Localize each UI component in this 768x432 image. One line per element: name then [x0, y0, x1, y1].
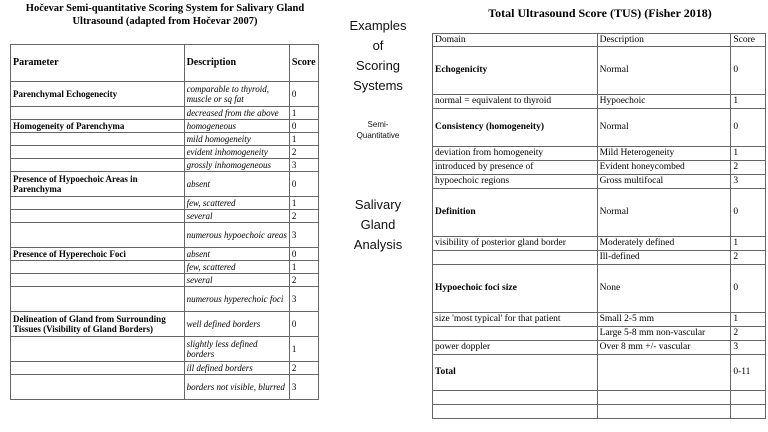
header-parameter: Parameter: [11, 45, 185, 82]
salivary-line: Salivary: [354, 197, 402, 212]
description-cell: [597, 391, 731, 405]
domain-cell: Total: [433, 355, 598, 391]
description-cell: Hypoechoic: [597, 95, 731, 109]
header-domain: Domain: [433, 34, 598, 47]
parameter-cell: [11, 261, 185, 274]
examples-line: Systems: [353, 78, 403, 93]
parameter-cell: [11, 274, 185, 287]
score-cell: 1: [289, 197, 318, 210]
score-cell: 2: [289, 362, 318, 375]
parameter-cell: [11, 287, 185, 312]
score-cell: 1: [731, 237, 766, 251]
description-cell: mild homogeneity: [184, 133, 289, 146]
description-cell: Normal: [597, 109, 731, 147]
description-cell: None: [597, 265, 731, 313]
right-table-body: [433, 34, 766, 419]
description-cell: several: [184, 210, 289, 223]
table-row: [11, 120, 319, 133]
score-cell: 3: [289, 375, 318, 400]
parameter-cell: [11, 197, 185, 210]
score-cell: 1: [731, 95, 766, 109]
table-row: [433, 147, 766, 161]
parameter-cell: [11, 159, 185, 172]
table-row: [433, 355, 766, 391]
score-cell: 2: [289, 146, 318, 159]
score-cell: 2: [289, 274, 318, 287]
description-cell: [597, 355, 731, 391]
table-row: [11, 261, 319, 274]
table-row: [11, 337, 319, 362]
description-cell: Normal: [597, 189, 731, 237]
score-cell: [731, 405, 766, 419]
score-cell: 0: [731, 265, 766, 313]
table-row: [11, 172, 319, 197]
table-row: [11, 210, 319, 223]
examples-line: of: [372, 38, 384, 53]
score-cell: 1: [289, 337, 318, 362]
table-header-row: [433, 34, 766, 47]
parameter-cell: [11, 210, 185, 223]
examples-label: [328, 16, 428, 96]
parameter-cell: [11, 133, 185, 146]
parameter-cell: [11, 223, 185, 248]
tus-scoring-table: [432, 33, 766, 419]
score-cell: 3: [731, 175, 766, 189]
score-cell: 2: [289, 210, 318, 223]
header-description: Description: [597, 34, 731, 47]
description-cell: Ill-defined: [597, 251, 731, 265]
left-table-body: [11, 82, 319, 400]
domain-cell: [433, 251, 598, 265]
description-cell: [597, 405, 731, 419]
left-title-line-1: Hočevar Semi-quantitative Scoring System for Salivary Gland: [25, 3, 305, 14]
description-cell: Small 2-5 mm: [597, 313, 731, 327]
description-cell: homogeneous: [184, 120, 289, 133]
domain-cell: [433, 327, 598, 341]
table-row: [433, 265, 766, 313]
domain-cell: hypoechoic regions: [433, 175, 598, 189]
description-cell: decreased from the above: [184, 107, 289, 120]
table-row: [11, 362, 319, 375]
score-cell: 0: [731, 47, 766, 95]
score-cell: 1: [289, 133, 318, 146]
parameter-cell: Presence of Hypoechoic Areas in Parenchyma: [11, 172, 185, 197]
table-row: [11, 312, 319, 337]
description-cell: Over 8 mm +/- vascular: [597, 341, 731, 355]
description-cell: borders not visible, blurred: [184, 375, 289, 400]
semi-line: Semi-: [367, 120, 389, 129]
score-cell: 2: [731, 161, 766, 175]
parameter-cell: [11, 146, 185, 159]
parameter-cell: [11, 337, 185, 362]
domain-cell: [433, 405, 598, 419]
score-cell: 2: [731, 327, 766, 341]
score-cell: 1: [731, 313, 766, 327]
description-cell: absent: [184, 172, 289, 197]
score-cell: 0-11: [731, 355, 766, 391]
score-cell: 0: [289, 248, 318, 261]
table-row: [11, 146, 319, 159]
domain-cell: Echogenicity: [433, 47, 598, 95]
description-cell: numerous hyperechoic foci: [184, 287, 289, 312]
parameter-cell: Homogeneity of Parenchyma: [11, 120, 185, 133]
domain-cell: Definition: [433, 189, 598, 237]
description-cell: slightly less defined borders: [184, 337, 289, 362]
parameter-cell: [11, 107, 185, 120]
domain-cell: size 'most typical' for that patient: [433, 313, 598, 327]
table-row: [433, 251, 766, 265]
examples-line: Examples: [349, 18, 407, 33]
left-title-line-2: Ultrasound (adapted from Hočevar 2007): [72, 15, 258, 27]
parameter-cell: Delineation of Gland from Surrounding Tissues (Visibility of Gland Borders): [11, 312, 185, 337]
table-row: [433, 237, 766, 251]
table-row: [433, 189, 766, 237]
examples-line: Scoring: [355, 58, 401, 73]
description-cell: ill defined borders: [184, 362, 289, 375]
table-row: [433, 47, 766, 95]
domain-cell: [433, 391, 598, 405]
score-cell: 3: [289, 287, 318, 312]
salivary-line: Analysis: [353, 237, 403, 252]
table-row: [11, 82, 319, 107]
description-cell: few, scattered: [184, 197, 289, 210]
score-cell: 0: [731, 189, 766, 237]
description-cell: absent: [184, 248, 289, 261]
parameter-cell: Parenchymal Echogenecity: [11, 82, 185, 107]
description-cell: numerous hypoechoic areas: [184, 223, 289, 248]
header-description: Description: [184, 45, 289, 82]
header-score: Score: [289, 45, 318, 82]
description-cell: Gross multifocal: [597, 175, 731, 189]
score-cell: 3: [289, 223, 318, 248]
domain-cell: normal = equivalent to thyroid: [433, 95, 598, 109]
table-row: [433, 161, 766, 175]
score-cell: 1: [289, 107, 318, 120]
semi-line: Quantitative: [356, 131, 400, 140]
description-cell: Moderately defined: [597, 237, 731, 251]
table-row: [11, 223, 319, 248]
table-row: [11, 159, 319, 172]
table-row: [433, 109, 766, 147]
left-table-title: [10, 3, 320, 28]
semi-quantitative-label: [328, 119, 428, 141]
description-cell: well defined borders: [184, 312, 289, 337]
domain-cell: visibility of posterior gland border: [433, 237, 598, 251]
table-row: [433, 341, 766, 355]
domain-cell: deviation from homogeneity: [433, 147, 598, 161]
domain-cell: power doppler: [433, 341, 598, 355]
description-cell: evident inhomogeneity: [184, 146, 289, 159]
score-cell: 3: [731, 341, 766, 355]
score-cell: 0: [289, 172, 318, 197]
table-row: [433, 405, 766, 419]
salivary-gland-analysis-label: [328, 195, 428, 255]
description-cell: few, scattered: [184, 261, 289, 274]
domain-cell: introduced by presence of: [433, 161, 598, 175]
table-row: [11, 287, 319, 312]
score-cell: 3: [289, 159, 318, 172]
table-row: [11, 133, 319, 146]
score-cell: 1: [289, 261, 318, 274]
table-row: [11, 197, 319, 210]
score-cell: [731, 391, 766, 405]
table-row: [433, 175, 766, 189]
description-cell: grossly inhomogeneous: [184, 159, 289, 172]
table-row: [11, 375, 319, 400]
description-cell: several: [184, 274, 289, 287]
table-row: [433, 313, 766, 327]
table-row: [11, 248, 319, 261]
parameter-cell: Presence of Hyperechoic Foci: [11, 248, 185, 261]
score-cell: 0: [731, 109, 766, 147]
header-score: Score: [731, 34, 766, 47]
table-row: [11, 107, 319, 120]
domain-cell: Hypoechoic foci size: [433, 265, 598, 313]
salivary-line: Gland: [360, 217, 396, 232]
parameter-cell: [11, 375, 185, 400]
right-table-title: Total Ultrasound Score (TUS) (Fisher 2018): [488, 6, 712, 20]
hocevar-scoring-table: [10, 44, 319, 400]
score-cell: 0: [289, 120, 318, 133]
description-cell: comparable to thyroid, muscle or sq fat: [184, 82, 289, 107]
description-cell: Mild Heterogeneity: [597, 147, 731, 161]
parameter-cell: [11, 362, 185, 375]
domain-cell: Consistency (homogeneity): [433, 109, 598, 147]
description-cell: Normal: [597, 47, 731, 95]
table-row: [433, 95, 766, 109]
score-cell: 2: [731, 251, 766, 265]
table-row: [11, 274, 319, 287]
table-row: [433, 391, 766, 405]
description-cell: Large 5-8 mm non-vascular: [597, 327, 731, 341]
score-cell: 0: [289, 82, 318, 107]
score-cell: 1: [731, 147, 766, 161]
description-cell: Evident honeycombed: [597, 161, 731, 175]
score-cell: 0: [289, 312, 318, 337]
table-row: [433, 327, 766, 341]
